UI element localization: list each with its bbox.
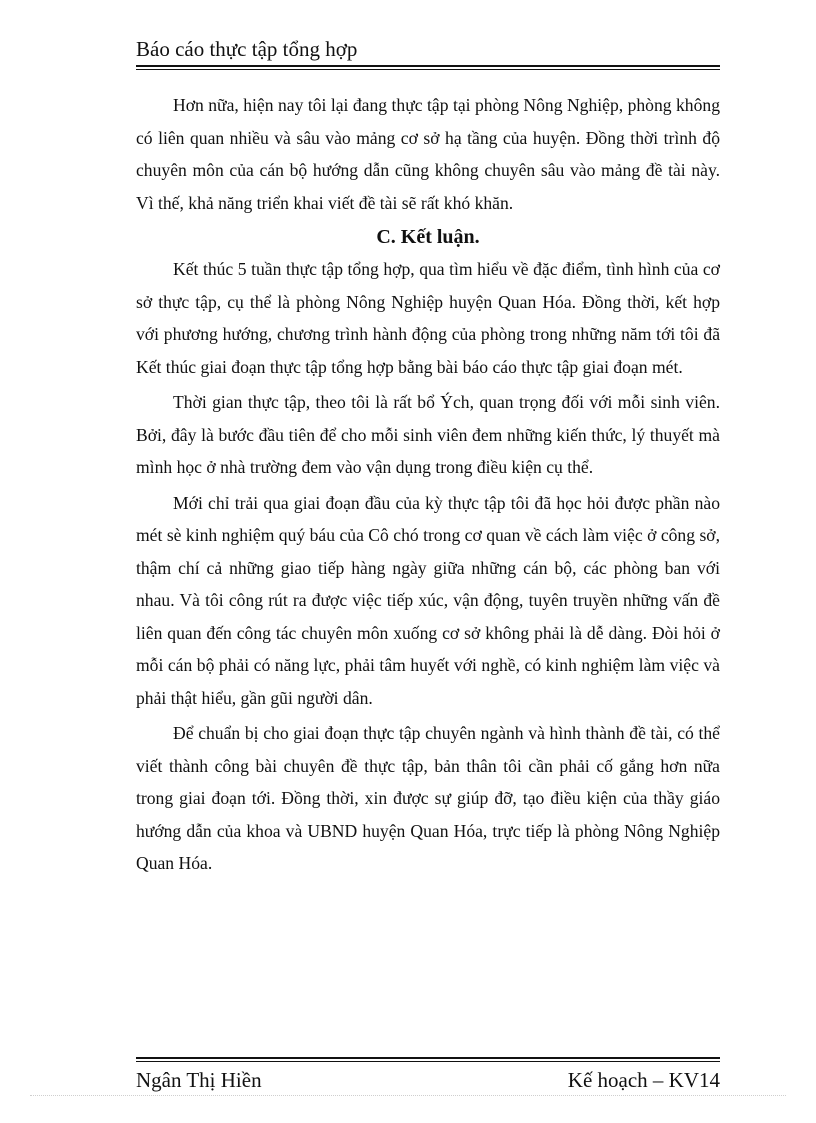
footer-row: [136, 1065, 720, 1095]
footer-class-label: Kế hoạch – KV14: [567, 1068, 720, 1092]
paragraph-4: Mới chỉ trải qua giai đoạn đầu của kỳ thực tập tôi đã học hỏi được phần nào mét sè kinh nghiệm quý báu của Cô chó trong cơ quan về cách làm việc ở công sở, thậm chí cả những giao tiếp hàng ngày giữa những cán bộ, các phòng ban với nhau. Và tôi công rút ra được việc tiếp xúc, vận động, tuyên truyền những vấn đề liên quan đến công tác chuyên môn xuống cơ sở không phải là dễ dàng. Đòi hỏi ở mỗi cán bộ phải có năng lực, phải tâm huyết với nghề, có kinh nghiệm làm việc và phải thật hiểu, gần gũi người dân.: [136, 492, 720, 708]
header-rule-thick: [136, 65, 720, 67]
page-bottom-divider: [30, 1095, 786, 1096]
paragraph-3: Thời gian thực tập, theo tôi là rất bổ Ých, quan trọng đối với mỗi sinh viên. Bởi, đây là bước đầu tiên để cho mỗi sinh viên đem những kiến thức, lý thuyết mà mình học ở nhà trường đem vào vận dụng trong điều kiện cụ thể.: [136, 392, 720, 477]
section-heading: C. Kết luận.: [376, 226, 480, 248]
header-rule-thin: [136, 69, 720, 70]
footer-rule-thick: [136, 1057, 720, 1059]
footer-rule-thin: [136, 1061, 720, 1062]
document-body: [136, 89, 720, 880]
paragraph-1: Hơn nữa, hiện nay tôi lại đang thực tập tại phòng Nông Nghiệp, phòng không có liên quan nhiều và sâu vào mảng cơ sở hạ tầng của huyện. Đồng thời trình độ chuyên môn của cán bộ hướng dẫn cũng không chuyên sâu vào mảng đề tài này. Vì thế, khả năng triển khai viết đề tài sẽ rất khó khăn.: [136, 95, 720, 213]
footer-author: Ngân Thị Hiền: [136, 1068, 262, 1092]
page-footer: [136, 1057, 720, 1095]
header-title: Báo cáo thực tập tổng hợp: [136, 37, 358, 61]
paragraph-2: Kết thúc 5 tuần thực tập tổng hợp, qua tìm hiểu về đặc điểm, tình hình của cơ sở thực tập, cụ thể là phòng Nông Nghiệp huyện Quan Hóa. Đồng thời, kết hợp với phương hướng, chương trình hành động của phòng trong những năm tới tôi đã Kết thúc giai đoạn thực tập tổng hợp bằng bài báo cáo thực tập giai đoạn mét.: [136, 259, 720, 377]
paragraph-5: Để chuẩn bị cho giai đoạn thực tập chuyên ngành và hình thành đề tài, có thể viết thành công bài chuyên đề thực tập, bản thân tôi cần phải cố gắng hơn nữa trong giai đoạn tới. Đồng thời, xin được sự giúp đỡ, tạo điều kiện của thầy giáo hướng dẫn của khoa và UBND huyện Quan Hóa, trực tiếp là phòng Nông Nghiệp Quan Hóa.: [136, 723, 720, 873]
page-header: [136, 34, 720, 70]
